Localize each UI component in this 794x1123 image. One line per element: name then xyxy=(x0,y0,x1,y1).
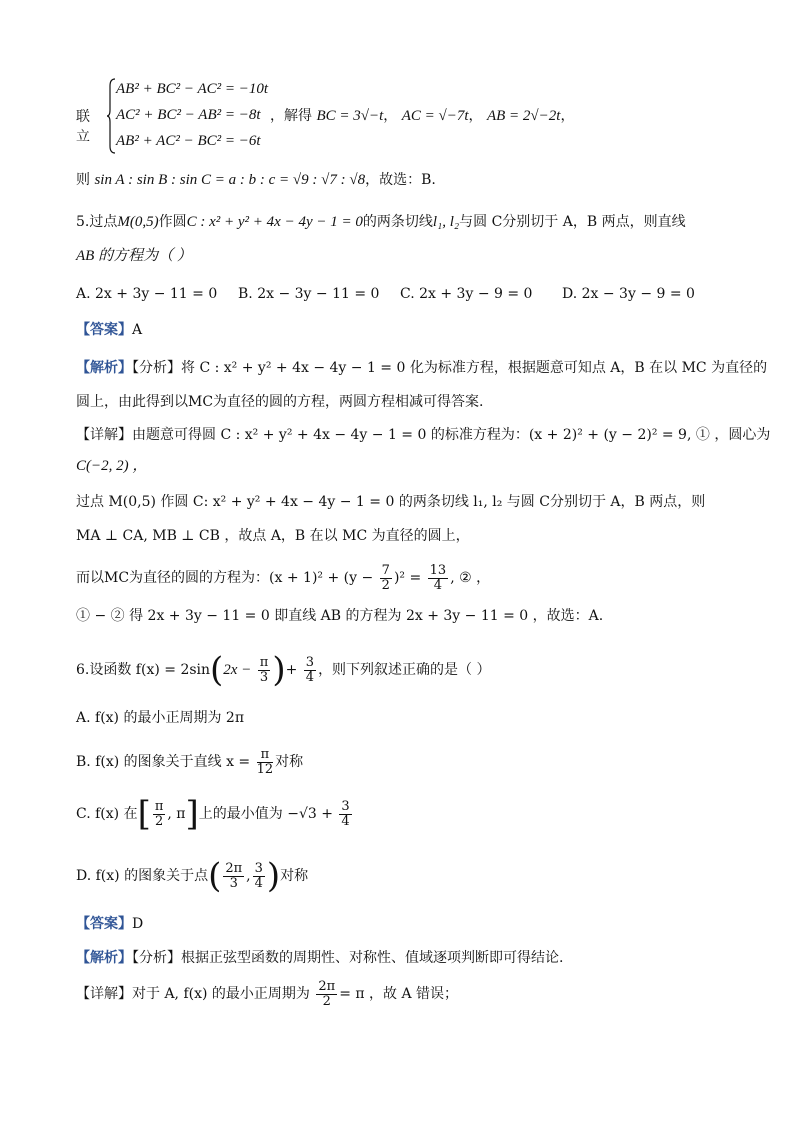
q5-option-d: D. 2x − 3y − 9 = 0 xyxy=(562,286,695,302)
q6-stem: 6.设函数 f(x) = 2sin(2x − $\frac{\pi}{3}$ )+ $\frac{3}{4}$ ，则下列叙述正确的是（ ） xyxy=(76,650,491,690)
ac-value: AC = √−7t xyxy=(401,108,469,124)
ab-value: AB = 2√−2t xyxy=(486,108,561,124)
q5-detail-line6: ① − ② 得 2x + 3y − 11 = 0 即直线 AB 的方程为 2x + 3y − 11 = 0 ，故选：A. xyxy=(76,608,604,624)
q6-answer: 【答案】D xyxy=(76,916,144,932)
left-brace-icon xyxy=(106,78,116,154)
q5-detail-line5: 而以MC为直径的圆的方程为：(x + 1)² + (y − $\frac{7}{2}$ )² = $\frac{13}{4}$ , ② ， xyxy=(76,562,491,593)
system-eq1: AB² + BC² − AC² = −10t xyxy=(116,81,269,97)
fraction-3-4: $\frac{3}{4}$ xyxy=(305,654,315,685)
q5-analysis-line1: 【解析】【分析】将 C : x² + y² + 4x − 4y − 1 = 0 化为标准方程，根据题意可知点 A，B 在以 MC 为直径的 xyxy=(76,360,768,376)
q5-detail-line2: C(−2, 2) ， xyxy=(76,458,148,474)
q6-option-d: D. f(x) 的图象关于点( $\frac{2\pi}{3}$ , $\frac{3}{4}$ )对称 xyxy=(76,856,309,896)
fraction-13-4: $\frac{13}{4}$ xyxy=(429,562,447,593)
q6-option-a: A. f(x) 的最小正周期为 2π xyxy=(76,710,245,726)
q5-detail-line3: 过点 M(0,5) 作圆 C: x² + y² + 4x − 4y − 1 = 0 的两条切线 l₁, l₂ 与圆 C分别切于 A，B 两点，则 xyxy=(76,494,706,510)
q5-answer: 【答案】A xyxy=(76,322,143,338)
q5-stem-line1: 5.过点M(0,5)作圆C : x² + y² + 4x − 4y − 1 = 0的两条切线l₁, l₂与圆 C分别切于 A，B 两点，则直线 xyxy=(76,214,686,230)
q5-option-a: A. 2x + 3y − 11 = 0 xyxy=(76,286,218,302)
q6-option-b: B. f(x) 的图象关于直线 x = $\frac{\pi}{12}$ 对称 xyxy=(76,746,304,777)
q5-option-c: C. 2x + 3y − 9 = 0 xyxy=(400,286,533,302)
q5-stem-line2: AB 的方程为（ ） xyxy=(76,248,192,264)
ratio-formula: sin A : sin B : sin C = a : b : c = √9 : √7 : √8 xyxy=(94,172,366,188)
system-prefix: 联立 xyxy=(76,109,90,145)
q5-detail-line4: MA ⊥ CA, MB ⊥ CB ，故点 A，B 在以 MC 为直径的圆上， xyxy=(76,528,470,544)
q5-option-b: B. 2x − 3y − 11 = 0 xyxy=(238,286,380,302)
q5-detail-line1: 【详解】由题意可得圆 C : x² + y² + 4x − 4y − 1 = 0 的标准方程为：(x + 2)² + (y − 2)² = 9, ① ，圆心为 xyxy=(76,427,771,443)
fraction-pi-3: $\frac{\pi}{3}$ xyxy=(259,654,269,685)
bc-value: BC = 3√−t xyxy=(316,108,384,124)
system-solution: ，解得 BC = 3√−t， AC = √−7t， AB = 2√−2t， xyxy=(270,108,575,124)
ratio-line: 则 sin A : sin B : sin C = a : b : c = √9 : √7 : √8，故选：B. xyxy=(76,172,436,188)
q5-analysis-line2: 圆上，由此得到以MC为直径的圆的方程，两圆方程相减可得答案. xyxy=(76,394,484,410)
answer-tag: 【答案】 xyxy=(76,322,132,338)
system-eq2: AC² + BC² − AB² = −8t xyxy=(116,107,261,123)
fraction-7-2: $\frac{7}{2}$ xyxy=(381,562,390,593)
system-eq3: AB² + AC² − BC² = −6t xyxy=(116,133,261,149)
q6-option-c: C. f(x) 在[ $\frac{\pi}{2}$ , π]上的最小值为 −√3 + $\frac{3}{4}$ xyxy=(76,794,350,834)
q6-detail: 【详解】对于 A, f(x) 的最小正周期为 $\frac{2\pi}{2}$ = π ，故 A 错误； xyxy=(76,978,459,1009)
q6-analysis: 【解析】【分析】根据正弦型函数的周期性、对称性、值域逐项判断即可得结论. xyxy=(76,950,564,966)
